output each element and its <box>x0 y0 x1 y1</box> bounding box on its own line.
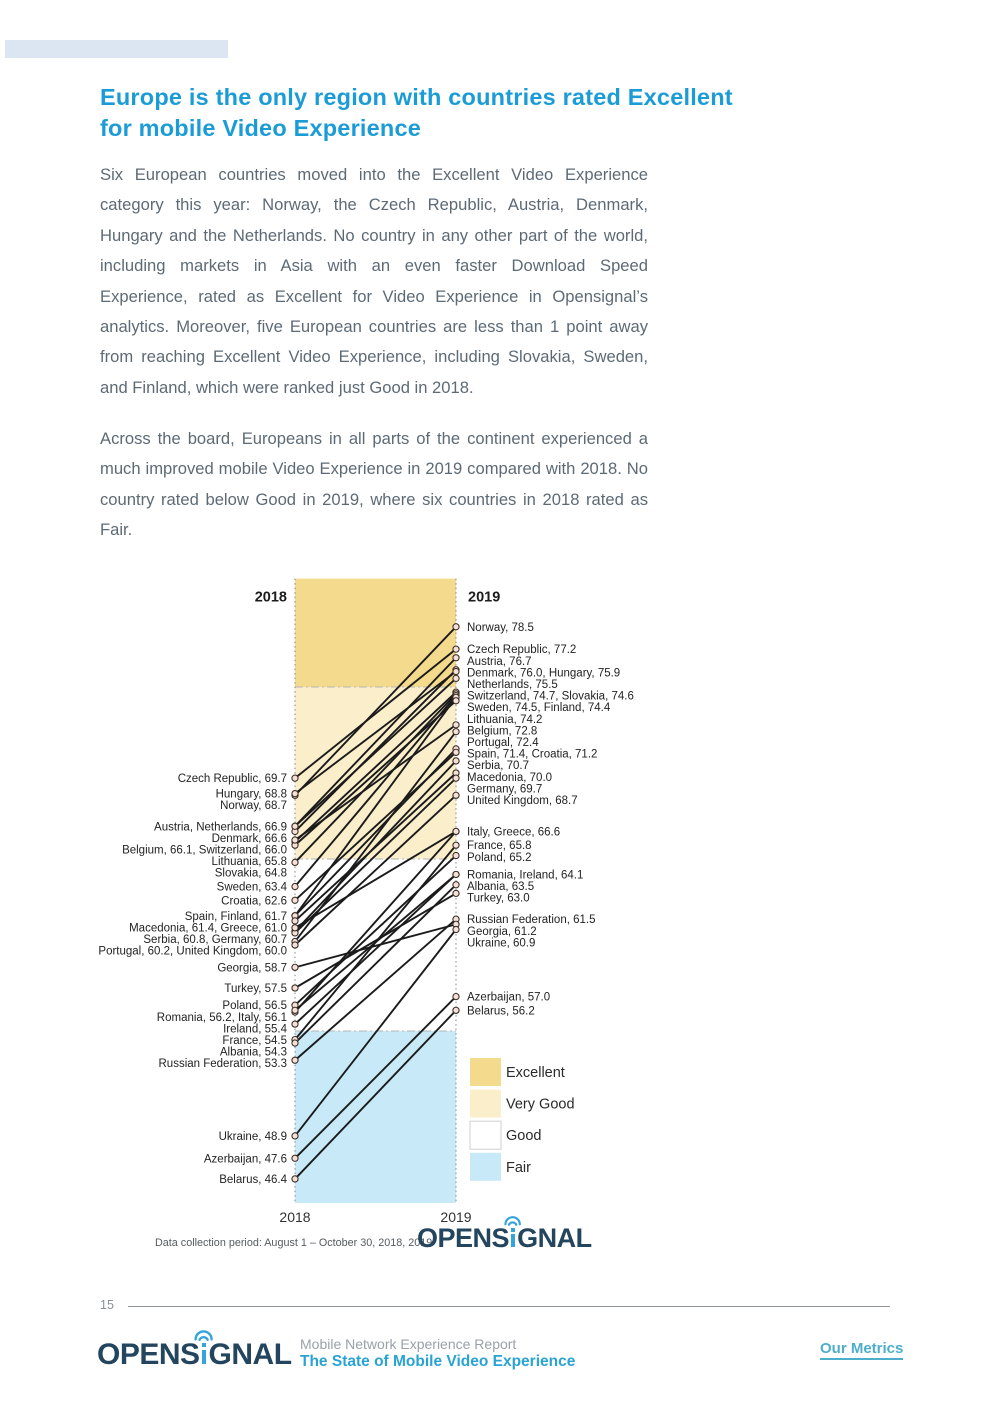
country-label-2018-azerbaijan: Azerbaijan, 47.6 <box>203 1153 287 1166</box>
marker-greece-2018 <box>292 925 298 931</box>
country-label-2019-france: France, 65.8 <box>467 840 532 853</box>
marker-germany-2019 <box>453 775 459 781</box>
marker-austria-2019 <box>453 655 459 661</box>
i-stem <box>202 1350 207 1364</box>
country-label-2019-czech-republic: Czech Republic, 77.2 <box>467 644 577 657</box>
marker-czech-republic-2019 <box>453 646 459 652</box>
country-label-2018-russian-federation: Russian Federation, 53.3 <box>158 1058 287 1071</box>
i-dot <box>511 1228 515 1232</box>
country-label-2019-azerbaijan: Azerbaijan, 57.0 <box>467 991 551 1004</box>
country-label-2018-ireland: Ireland, 55.4 <box>223 1023 287 1036</box>
country-label-2018-macedonia: Macedonia, 61.4, Greece, 61.0 <box>129 922 287 935</box>
country-label-2019-serbia: Serbia, 70.7 <box>467 760 530 773</box>
country-label-2018-poland: Poland, 56.5 <box>222 1000 287 1013</box>
country-label-2018-hungary: Hungary, 68.8 <box>215 788 287 801</box>
marker-norway-2019 <box>453 624 459 630</box>
marker-belgium-2019 <box>453 722 459 728</box>
marker-belgium-2018 <box>292 837 298 843</box>
marker-netherlands-2019 <box>453 675 459 681</box>
country-label-2018-denmark: Denmark, 66.6 <box>211 832 287 845</box>
country-label-2018-belarus: Belarus, 46.4 <box>219 1173 287 1186</box>
marker-lithuania-2019 <box>453 698 459 704</box>
band-fair <box>295 1031 456 1203</box>
marker-poland-2019 <box>453 852 459 858</box>
country-label-2019-poland: Poland, 65.2 <box>467 851 532 864</box>
legend-swatch-good <box>470 1121 501 1149</box>
marker-portugal-2019 <box>453 729 459 735</box>
marker-georgia-2018 <box>292 964 298 970</box>
column-header-2018: 2018 <box>254 589 287 606</box>
country-label-2019-russian-federation: Russian Federation, 61.5 <box>467 914 596 927</box>
marker-azerbaijan-2019 <box>453 994 459 1000</box>
country-label-2019-albania: Albania, 63.5 <box>467 881 535 894</box>
country-label-2018-croatia: Croatia, 62.6 <box>221 895 287 908</box>
marker-romania-2018 <box>292 1007 298 1013</box>
legend-swatch-fair <box>470 1153 501 1181</box>
footer-divider <box>128 1306 890 1307</box>
country-label-2018-georgia: Georgia, 58.7 <box>217 962 287 975</box>
marker-ukraine-2019 <box>453 926 459 932</box>
marker-azerbaijan-2018 <box>292 1155 298 1161</box>
country-label-2018-spain: Spain, Finland, 61.7 <box>184 910 287 923</box>
country-label-2019-belarus: Belarus, 56.2 <box>467 1005 535 1018</box>
country-label-2019-romania: Romania, Ireland, 64.1 <box>467 869 584 882</box>
country-label-2019-denmark: Denmark, 76.0, Hungary, 75.9 <box>467 667 621 680</box>
country-label-2018-ukraine: Ukraine, 48.9 <box>218 1130 287 1143</box>
marker-sweden-2018 <box>292 883 298 889</box>
legend-label-good: Good <box>506 1128 542 1145</box>
country-label-2018-turkey: Turkey, 57.5 <box>224 983 287 995</box>
country-label-2019-turkey: Turkey, 63.0 <box>467 892 530 905</box>
marker-united-kingdom-2018 <box>292 942 298 948</box>
our-metrics-link[interactable]: Our Metrics <box>820 1340 903 1360</box>
marker-united-kingdom-2019 <box>453 792 459 798</box>
legend-label-fair: Fair <box>506 1159 531 1176</box>
country-label-2019-austria: Austria, 76.7 <box>467 655 532 668</box>
country-label-2019-spain: Spain, 71.4, Croatia, 71.2 <box>467 748 598 761</box>
marker-macedonia-2018 <box>292 918 298 924</box>
marker-turkey-2018 <box>292 985 298 991</box>
band-excellent <box>295 579 456 687</box>
page-number: 15 <box>100 1298 114 1312</box>
marker-france-2019 <box>453 842 459 848</box>
logo-text-opens: OPENS <box>97 1338 200 1371</box>
logo-text-opens: OPENS <box>417 1223 510 1253</box>
wifi-arcs-icon <box>504 1215 521 1226</box>
country-label-2018-lithuania: Lithuania, 65.8 <box>211 856 287 869</box>
marker-serbia-2019 <box>453 758 459 764</box>
country-label-2019-sweden: Sweden, 74.5, Finland, 74.4 <box>467 702 611 715</box>
paragraph-2: Across the board, Europeans in all parts of the continent experienced a much improved mobile Video Experience in 2019 compared with 2018. No country rated below Good in 2019, where six countries in 2018 rated as Fair. <box>100 429 648 540</box>
country-label-2019-georgia: Georgia, 61.2 <box>467 925 537 938</box>
country-label-2019-germany: Germany, 69.7 <box>467 783 543 796</box>
opensignal-footer-logo <box>97 1338 292 1372</box>
marker-hungary-2019 <box>453 668 459 674</box>
country-label-2018-belgium: Belgium, 66.1, Switzerland, 66.0 <box>122 844 287 857</box>
country-label-2019-portugal: Portugal, 72.4 <box>467 736 539 749</box>
page-title-line-1: Europe is the only region with countries rated Excellent <box>100 84 733 110</box>
logo-text-gnal: GNAL <box>517 1223 592 1253</box>
marker-ireland-2019 <box>453 871 459 877</box>
marker-russian-federation-2018 <box>292 1057 298 1063</box>
country-label-2019-italy: Italy, Greece, 66.6 <box>467 826 561 839</box>
column-header-2019: 2019 <box>468 589 501 606</box>
country-label-2019-lithuania: Lithuania, 74.2 <box>467 713 543 726</box>
marker-albania-2019 <box>453 882 459 888</box>
country-label-2019-macedonia: Macedonia, 70.0 <box>467 771 553 784</box>
i-dot <box>202 1343 207 1348</box>
marker-greece-2019 <box>453 828 459 834</box>
opensignal-logo <box>417 1223 592 1254</box>
footer-report-title: The State of Mobile Video Experience <box>300 1353 576 1370</box>
i-stem <box>511 1234 515 1247</box>
marker-croatia-2018 <box>292 897 298 903</box>
country-label-2019-ukraine: Ukraine, 60.9 <box>467 937 536 950</box>
marker-slovakia-2018 <box>292 859 298 865</box>
marker-czech-republic-2018 <box>292 775 298 781</box>
country-label-2019-switzerland: Switzerland, 74.7, Slovakia, 74.6 <box>467 690 634 703</box>
country-label-2018-slovakia: Slovakia, 64.8 <box>214 867 287 880</box>
marker-ukraine-2018 <box>292 1133 298 1139</box>
wifi-i-icon <box>509 1228 517 1247</box>
country-label-2018-albania: Albania, 54.3 <box>219 1046 287 1059</box>
marker-hungary-2018 <box>292 791 298 797</box>
page-title <box>100 82 900 144</box>
legend-label-excellent: Excellent <box>506 1065 565 1081</box>
wifi-i-icon <box>200 1342 209 1364</box>
chart-footnote: Data collection period: August 1 – October 30, 2018, 2019 <box>155 1237 433 1249</box>
legend-label-very-good: Very Good <box>506 1096 575 1113</box>
country-label-2018-portugal: Portugal, 60.2, United Kingdom, 60.0 <box>98 945 287 958</box>
marker-belarus-2019 <box>453 1007 459 1013</box>
marker-croatia-2019 <box>453 749 459 755</box>
country-label-2018-norway: Norway, 68.7 <box>220 800 287 813</box>
axis-label-2019: 2019 <box>440 1209 472 1225</box>
marker-netherlands-2018 <box>292 823 298 829</box>
country-label-2019-belgium: Belgium, 72.8 <box>467 725 538 738</box>
page-title-line-2: for mobile Video Experience <box>100 115 422 141</box>
legend-swatch-excellent <box>470 1058 501 1086</box>
footer-report-name: Mobile Network Experience Report <box>300 1336 517 1352</box>
legend-swatch-very-good <box>470 1090 501 1118</box>
country-label-2019-norway: Norway, 78.5 <box>467 621 534 634</box>
marker-ireland-2018 <box>292 1021 298 1027</box>
country-label-2018-czech-republic: Czech Republic, 69.7 <box>177 773 287 786</box>
axis-label-2018: 2018 <box>279 1209 311 1225</box>
country-label-2018-france: France, 54.5 <box>222 1035 287 1047</box>
country-label-2018-austria: Austria, Netherlands, 66.9 <box>154 821 287 834</box>
marker-turkey-2019 <box>453 890 459 896</box>
slope-chart <box>0 570 992 1270</box>
paragraph-1: Six European countries moved into the Excellent Video Experience category this year: Norway, the Czech Republic, Austria, Denmark, Hungary and the Netherlands. No country in any other part of the world, including markets in Asia with an even faster Download Speed Experience, rated as Excellent for Video Experience in Opensignal’s analytics. Moreover, five European countries are less than 1 point away from reaching Excellent Video Experience, including Slovakia, Sweden, and Finland, which were ranked just Good in 2018. <box>100 165 648 397</box>
country-label-2019-united-kingdom: United Kingdom, 68.7 <box>467 794 578 807</box>
marker-albania-2018 <box>292 1040 298 1046</box>
header-bar <box>5 40 228 58</box>
country-label-2019-netherlands: Netherlands, 75.5 <box>467 678 558 691</box>
country-label-2018-romania: Romania, 56.2, Italy, 56.1 <box>156 1011 287 1024</box>
marker-belarus-2018 <box>292 1176 298 1182</box>
country-label-2018-serbia: Serbia, 60.8, Germany, 60.7 <box>143 933 287 946</box>
wifi-arcs-icon <box>194 1329 213 1341</box>
country-label-2018-sweden: Sweden, 63.4 <box>216 881 287 894</box>
logo-text-gnal: GNAL <box>208 1338 292 1371</box>
